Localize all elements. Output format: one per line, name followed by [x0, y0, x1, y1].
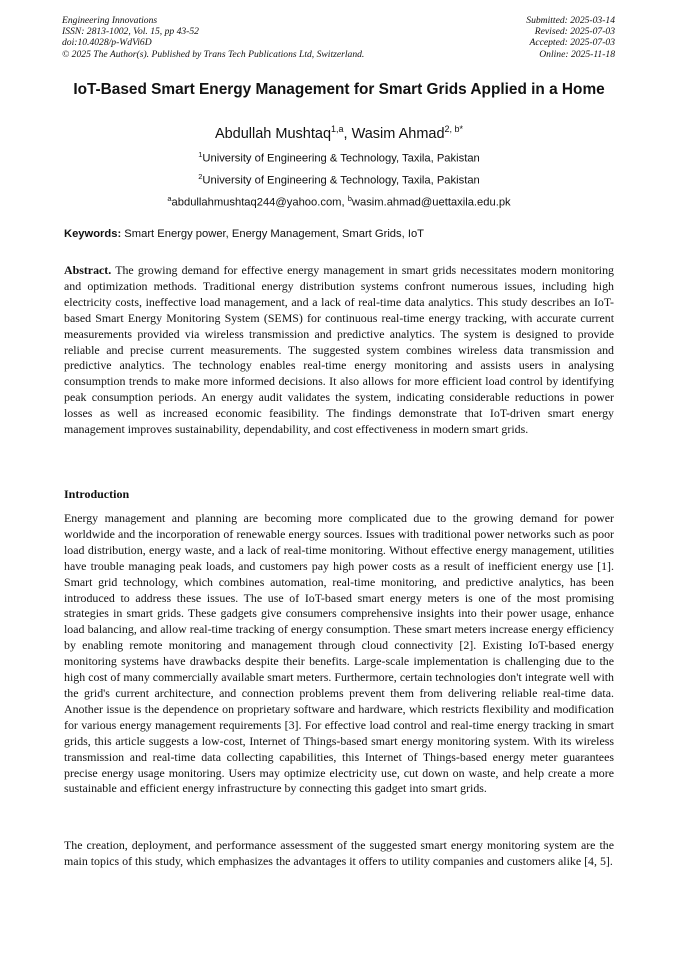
author-line: [0, 124, 678, 142]
journal-copyright: © 2025 The Author(s). Published by Trans Tech Publications Ltd, Switzerland.: [62, 48, 365, 60]
abstract-text: The growing demand for effective energy management in smart grids necessitates modern monitoring and optimization methods. Traditional energy distribution systems confront numerous issues, including high electricity costs, ineffective load management, and a lack of real-time data analytics. This study describes an IoT-based Smart Energy Monitoring System (SEMS) for continuous real-time energy tracking, with accurate current measurements provided via wireless transmission and predictive analytics. The system is designed to provide reliable and precise current measurements. The suggested system combines wireless data transmission and predictive analytics. The technology enables real-time energy monitoring and assists users in analysing consumption trends to make more informed decisions. It also allows for more efficient load control by identifying peak consumption periods. An energy audit validates the system, indicating considerable reductions in power losses as well as increased economic feasibility. The findings demonstrate that IoT-driven smart energy management improves sustainability, dependability, and cost effectiveness in modern smart grids.: [64, 263, 614, 437]
revised-date: Revised: 2025-07-03: [534, 26, 615, 38]
submitted-date: Submitted: 2025-03-14: [526, 15, 615, 26]
affiliation-1-marker: 1: [198, 150, 203, 159]
email-b[interactable]: wasim.ahmad@uettaxila.edu.pk: [351, 196, 511, 209]
keywords: [64, 228, 424, 240]
affiliation-1-text: University of Engineering & Technology, Taxila, Pakistan: [202, 152, 480, 165]
journal-doi: doi:10.4028/p-WdVi6D: [62, 37, 152, 49]
affiliation-2: [0, 172, 678, 187]
introduction-heading: Introduction: [64, 487, 130, 501]
journal-issn: ISSN: 2813-1002, Vol. 15, pp 43-52: [62, 26, 199, 38]
author-1-name: Abdullah Mushtaq: [214, 125, 332, 142]
abstract-label: Abstract.: [64, 263, 112, 277]
affiliation-2-marker: 2: [198, 172, 203, 181]
author-2-affiliation-marker: 2, b*: [444, 124, 464, 134]
online-date: Online: 2025-11-18: [539, 48, 615, 60]
email-line: [0, 194, 678, 209]
author-1-affiliation-marker: 1,a: [331, 124, 344, 134]
email-separator: ,: [341, 196, 348, 209]
journal-info: [62, 15, 364, 60]
author-2-name: Wasim Ahmad: [351, 125, 445, 142]
keywords-label: Keywords:: [64, 228, 122, 240]
email-b-marker: b: [347, 194, 352, 203]
email-a[interactable]: abdullahmushtaq244@yahoo.com: [171, 196, 342, 209]
keywords-text: Smart Energy power, Energy Management, Smart Grids, IoT: [121, 228, 425, 240]
introduction-paragraph-2: The creation, deployment, and performance assessment of the suggested smart energy monitoring system are the main topics of this study, which emphasizes the advantages it offers to utility companies and customers alike [4, 5].: [64, 838, 614, 868]
journal-name: Engineering Innovations: [62, 15, 158, 26]
affiliation-1: [0, 150, 678, 165]
author-separator: ,: [343, 125, 352, 142]
email-a-marker: a: [167, 194, 172, 203]
affiliation-2-text: University of Engineering & Technology, Taxila, Pakistan: [202, 174, 480, 187]
abstract: [64, 263, 614, 438]
publication-dates: [526, 15, 615, 60]
introduction-paragraph-1: Energy management and planning are becoming more complicated due to the growing demand for power worldwide and the incorporation of renewable energy sources. Issues with traditional power networks such as poor load distribution, energy waste, and a lack of real-time monitoring. Without effective energy management, utilities have trouble managing peak loads, and customers pay high power costs as a result of inefficient energy use [1]. Smart grid technology, which combines automation, real-time monitoring, and predictive analytics, has been introduced to address these issues. The use of IoT-based smart energy meters is one of the most promising strategies in smart grids. These gadgets give consumers comprehensive insights into their power usage, enhance load balancing, and allow real-time tracking of energy consumption. These smart meters increase energy efficiency by enabling remote monitoring and management through cloud connectivity [2]. Existing IoT-based energy monitoring systems have drawbacks despite their benefits. Large-scale implementation is challenging due to the high cost of many commercially available smart meters. Furthermore, certain technologies don't integrate well with the grid's current architecture, and connection problems prevent them from delivering reliable real-time data. Another issue is the dependence on proprietary software and hardware, which restricts flexibility and modification for various energy management requirements [3]. For effective load control and real-time energy tracking in smart grids, this article suggests a low-cost, Internet of Things-based smart energy monitoring system. With its wireless transmission and real-time data collecting capabilities, this Internet of Things-based energy meter guarantees precise energy usage monitoring. Users may optimize electricity use, cut down on waste, and help create a more sustainable and efficient energy infrastructure by connecting this gadget into smart grids.: [64, 511, 614, 796]
accepted-date: Accepted: 2025-07-03: [529, 37, 615, 49]
paper-title: IoT-Based Smart Energy Management for Smart Grids Applied in a Home: [73, 81, 605, 98]
